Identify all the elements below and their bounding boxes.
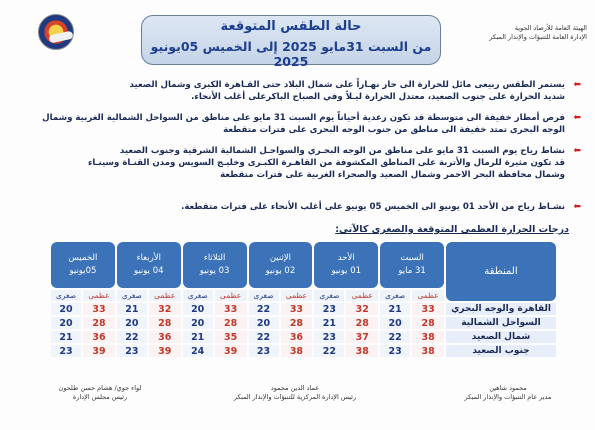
max-label: عظمى (346, 290, 378, 301)
min-temp: 20 (51, 317, 81, 329)
min-temp: 21 (380, 303, 410, 315)
p1-text-a: يستمر الطقس ربيعى (471, 80, 565, 90)
day-date: 05يونيو (69, 266, 97, 276)
min-temp: 21 (117, 303, 147, 315)
max-temp: 32 (346, 303, 378, 315)
paragraph-temperature (25, 79, 565, 103)
max-label: عظمى (281, 290, 313, 301)
bullet-arrow-icon: ⬅ (573, 113, 581, 123)
agency-line-2: الإدارة العامة للتنبؤات والإنذار المبكر (489, 33, 587, 41)
table-row (51, 345, 556, 357)
signatory-name: لواء جوي/ هشام حسن طلحون (58, 384, 142, 392)
agency-line-1: الهيئة العامة للأرصاد الجوية (514, 24, 587, 32)
region-label: القاهرة والوجه البحري (446, 303, 556, 315)
page-title: حالة الطقس المتوقعة (220, 19, 362, 34)
min-temp: 22 (249, 331, 279, 343)
bullet-arrow-icon: ⬅ (573, 202, 581, 212)
max-temp: 38 (281, 345, 313, 357)
paragraph-wind (25, 145, 565, 181)
p3-text-a: نشاط رياح (520, 146, 565, 156)
p3-text-d: قد تكون مثيرة للرمال والأتربة (438, 158, 565, 168)
min-temp: 20 (380, 317, 410, 329)
max-temp: 28 (149, 317, 181, 329)
p3-text-b: يوم السبت 31 مايو (436, 146, 521, 156)
forecast-period: من السبت 31مايو 2025 إلى الخميس 05يونيو 2025 (150, 39, 432, 69)
min-temp: 21 (314, 317, 344, 329)
max-label: عظمى (149, 290, 181, 301)
min-temp: 22 (249, 303, 279, 315)
min-temp: 23 (314, 303, 344, 315)
paragraph-rain (25, 112, 565, 136)
signatory-role: رئيس الإدارة المركزية للتنبؤات والإنذار المبكر (233, 393, 357, 401)
bullet-arrow-icon: ⬅ (573, 80, 581, 90)
max-temp: 38 (346, 345, 378, 357)
max-temp: 39 (215, 345, 247, 357)
max-temp: 36 (149, 331, 181, 343)
logo-wing-icon (48, 31, 73, 44)
max-temp: 28 (215, 317, 247, 329)
day-header (314, 242, 378, 288)
region-label: شمال الصعيد (446, 331, 556, 343)
region-header: المنطقة (446, 242, 556, 301)
region-label: جنوب الصعيد (446, 345, 556, 357)
min-temp: 21 (51, 331, 81, 343)
min-temp: 20 (249, 317, 279, 329)
p4-text-a: نشـاط رياح (517, 202, 565, 212)
min-temp: 20 (117, 317, 147, 329)
min-temp: 23 (314, 331, 344, 343)
day-date: 04 يونيو (133, 266, 164, 276)
day-name: الإثنين (269, 253, 292, 263)
min-temp: 22 (314, 345, 344, 357)
p1-text-c: نهـاراً على شمال البلاد حتى القـاهرة الكبرى وشمال الصعيد (129, 80, 383, 90)
p1-text-g: ليـلاً وفي الصباح الباكرعلى أغلب الأنحاء. (191, 92, 365, 102)
table-body (51, 303, 556, 357)
min-label: صغرى (314, 290, 344, 301)
max-temp: 38 (412, 331, 444, 343)
day-name: الخميس (68, 253, 98, 263)
min-temp: 20 (183, 303, 213, 315)
min-temp: 23 (380, 345, 410, 357)
day-date: 01 يونيو (331, 266, 362, 276)
p2-text-c: على مناطق من السواحل الشمالية الغربية وشمال (42, 113, 254, 123)
p3-text-f: وشمال محافظة البحر الاحمر وشمال الصعيد والصحراء الغربية على فترات متقطعة (220, 170, 565, 180)
table-row (51, 331, 556, 343)
day-header (51, 242, 115, 288)
day-date: 31 مايو (398, 266, 426, 276)
max-temp: 33 (281, 303, 313, 315)
agency-header (447, 24, 587, 42)
min-temp: 20 (183, 317, 213, 329)
day-name: الأحد (337, 253, 355, 263)
signature-block (205, 384, 385, 402)
day-name: الثلاثاء (203, 253, 226, 263)
day-date: 02 يونيو (265, 266, 296, 276)
min-temp: 23 (51, 345, 81, 357)
max-temp: 38 (412, 345, 444, 357)
min-temp: 22 (117, 331, 147, 343)
paragraph-wind-week (25, 201, 565, 213)
max-temp: 28 (346, 317, 378, 329)
day-header (117, 242, 181, 288)
p3-text-e: على المناطق المكشوفة من القاهـرة الكبـرى وخليـج السويس ومدن القنـاة وسينـاء (87, 158, 439, 168)
p2-text-d: الوجه البحرى تمتد خفيفة الى مناطق من جنوب الوجه البحرى على فترات متقطعة (223, 125, 565, 135)
p3-text-c: على مناطق من الوجه البحـري والسواحـل الشمالية الشرقية وجنوب الصعيد (119, 146, 437, 156)
day-header (183, 242, 247, 288)
min-temp: 23 (249, 345, 279, 357)
max-temp: 39 (149, 345, 181, 357)
p4-text-c: على أغلب الأنحاء على فترات متقطعة. (181, 202, 346, 212)
p1-text-b: مائل للحرارة الى حار (382, 80, 472, 90)
title-box (141, 15, 441, 69)
day-name: السبت (400, 253, 424, 263)
p2-text-b: يوم السبت 31 مايو (253, 113, 338, 123)
max-temp: 39 (83, 345, 115, 357)
min-temp: 23 (117, 345, 147, 357)
table-row (51, 303, 556, 315)
signatory-name: عماد الدين محمود (270, 384, 320, 392)
table-row (51, 317, 556, 329)
max-temp: 33 (83, 303, 115, 315)
p1-text-f: معتدل الحرارة (364, 92, 425, 102)
signature-block (30, 384, 170, 402)
p1-text-d: شديد الحرارة (509, 92, 565, 102)
max-temp: 33 (412, 303, 444, 315)
p2-text-a: فرص أمطار خفيفة الى متوسطة قد تكون رعدية أحياناً (337, 113, 565, 123)
day-header (249, 242, 313, 288)
signatory-role: مدير عام التنبؤات والإنذار المبكر (464, 393, 552, 401)
day-header (380, 242, 444, 288)
authority-logo (38, 14, 74, 50)
min-label: صغرى (117, 290, 147, 301)
signatory-role: رئيس مجلس الإدارة (72, 393, 128, 401)
min-label: صغرى (51, 290, 81, 301)
max-temp: 36 (83, 331, 115, 343)
p1-text-e: على جنوب الصعيد، (424, 92, 510, 102)
region-label: السواحل الشمالية (446, 317, 556, 329)
p4-text-b: من الأحد 01 يونيو الى الخميس 05 يونيو (345, 202, 518, 212)
max-temp: 28 (412, 317, 444, 329)
signatory-name: محمود شاهين (489, 384, 527, 392)
min-label: صغرى (380, 290, 410, 301)
max-label: عظمى (412, 290, 444, 301)
min-label: صغرى (183, 290, 213, 301)
max-temp: 33 (215, 303, 247, 315)
max-temp: 37 (346, 331, 378, 343)
max-temp: 35 (215, 331, 247, 343)
table-title: درجات الحرارة العظمى المتوقعة والصغرى كالآتى: (335, 224, 569, 235)
min-label: صغرى (249, 290, 279, 301)
min-temp: 21 (183, 331, 213, 343)
signature-block (443, 384, 573, 402)
day-name: الأربعاء (136, 253, 161, 263)
max-label: عظمى (83, 290, 115, 301)
min-temp: 20 (51, 303, 81, 315)
max-temp: 28 (281, 317, 313, 329)
min-temp: 24 (183, 345, 213, 357)
min-temp: 22 (380, 331, 410, 343)
temperature-table (49, 240, 558, 359)
max-temp: 28 (83, 317, 115, 329)
day-date: 03 يونيو (199, 266, 230, 276)
max-temp: 32 (149, 303, 181, 315)
bullet-arrow-icon: ⬅ (573, 146, 581, 156)
max-label: عظمى (215, 290, 247, 301)
max-temp: 36 (281, 331, 313, 343)
